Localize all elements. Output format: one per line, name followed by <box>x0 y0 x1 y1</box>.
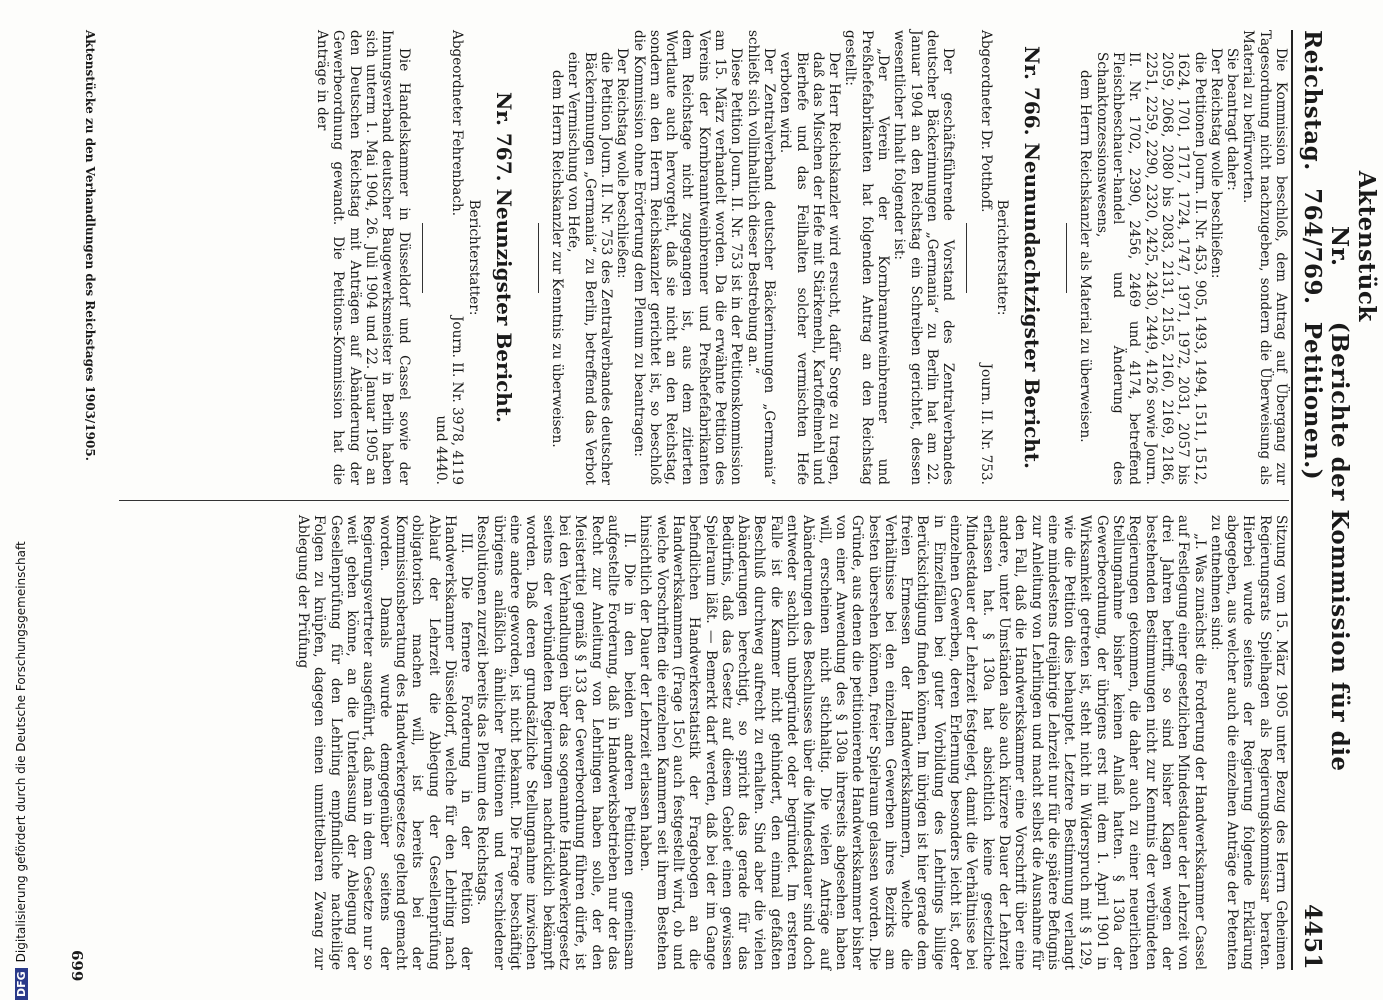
right-column <box>295 515 1289 970</box>
reporter-row <box>433 30 466 485</box>
page-number: 4451 <box>1299 903 1326 970</box>
divider <box>538 223 539 293</box>
reporter-label: Berichterstatter: <box>993 199 1010 316</box>
divider <box>422 223 423 293</box>
dfg-logo: DFG <box>15 968 28 1000</box>
column-divider <box>119 500 1289 501</box>
divider <box>966 223 967 293</box>
divider <box>1066 223 1067 293</box>
intro-paragraph: Die Kommission beschloß, dem Antrag auf Übergang zur Tagesordnung nicht nachzugeben, sondern die Überweisung als Material zu befürworten. <box>1240 30 1289 485</box>
resolution-text: die Petition Journ. II. Nr. 753 des Zentralverbandes deutscher Bäckerinnungen „Germania“ zu Berlin, betreffend das Verbot einer Vermischung von Hefe, <box>565 52 615 485</box>
page-footer: Aktenstücke zu den Verhandlungen des Reichstages 1903/1905. <box>83 30 97 461</box>
reporter-row <box>977 30 993 485</box>
intro-paragraph: Sie beantragt daher: <box>1224 48 1241 191</box>
journal-number: Journ. II. Nr. 753. <box>977 363 994 485</box>
header-right-title: (Berichte der Kommission für die Petitionen.) <box>1299 321 1353 772</box>
resolution-end: dem Herrn Reichskanzler zur Kenntnis zu überweisen. <box>549 70 566 448</box>
reporter-label: Berichterstatter: <box>465 199 482 316</box>
body-paragraph: „Der Verein der Kornbranntweinbrenner und Preßhefefabrikanten hat folgenden Antrag an den Reichstag gestellt: <box>842 30 892 485</box>
body-paragraph: Die Handelskammer in Düsseldorf und Cassel sowie der Innungsverband deutscher Baugewerksmeister in Berlin haben sich unterm 1. Mai 1904, 26. Juli 1904 und 22. Januar 1905 an den Deutschen Reichstag mit Anträgen auf Abänderung der Gewerbeordnung gewandt. Die Petitions-Kommission hat die Anträge in der <box>314 30 412 485</box>
body-paragraph: Der Reichstag wolle beschließen: <box>614 48 631 279</box>
reporter-name: Abgeordneter Fehrenbach. <box>449 30 466 217</box>
bottom-page-number: 669 <box>69 950 87 982</box>
section-title-767: Nr. 767. Neunzigster Bericht. <box>491 91 516 423</box>
reporter-name: Abgeordneter Dr. Potthoff. <box>977 30 994 213</box>
resolution-intro: Der Reichstag wolle beschließen: <box>1207 48 1224 279</box>
header-left: Reichstag. <box>1299 30 1326 171</box>
left-column <box>314 30 1289 485</box>
resolution-end: dem Herrn Reichskanzler als Material zu überweisen. <box>1077 70 1094 443</box>
body-paragraph: „I. Was zunächst die Forderung der Handwerkskammer Cassel auf Festlegung einer gesetzlichen Mindestdauer der Lehrzeit von drei Jahren betrifft, so sind bisher Klagen wegen der bestehenden Bestimmungen nicht zur Kenntnis der verbündeten Regierungen gekommen, die daher auch zu einer neuerlichen Stellungnahme bisher keinen Anlaß hatten. § 130a der Gewerbeordnung, der übrigens erst mit dem 1. April 1901 in Wirksamkeit getreten ist, steht nicht in Widerspruch mit § 129, wie die Petition dies behauptet. Letztere Bestimmung verlangt eine mindestens dreijährige Lehrzeit nur für die spätere Befugnis zur Anleitung von Lehrlingen und macht selbst die Ausnahme für den Fall, daß die Handwerkskammer eine Vorschrift über eine andere, unter Umständen also auch kürzere Dauer der Lehrzeit erlassen hat. § 130a hat absichtlich keine gesetzliche Mindestdauer der Lehrzeit festgelegt, damit die Verhältnisse bei einzelnen Gewerben, deren Erlernung besonders leicht ist, oder in Einzelfällen bei guter Vorbildung des Lehrlings billige Berücksichtigung finden können. Im übrigen ist hier gerade dem freien Ermessen der Handwerkskammern, welche die Verhältnisse bei den einzelnen Gewerben ihres Bezirks am besten übersehen können, freier Spielraum gelassen worden. Die Gründe, aus denen die petitionierende Handwerkskammer bisher von einer Anwendung des § 130a ihrerseits abgesehen haben will, erscheinen nicht stichhaltig. Die vielen Anträge auf Abänderungen des Beschlusses über die Mindestdauer sind doch entweder sachlich unbegründet oder begründet. Im ersteren Falle ist die Kammer nicht gehindert, den einmal gefaßten Beschluß durchweg aufrecht zu erhalten. Sind aber die vielen Abänderungen berechtigt, so spricht das gerade für das Bedürfnis, daß das Gesetz auf diesem Gebiet einen gewissen Spielraum läßt. — Bemerkt darf werden, daß bei der im Gange befindlichen Handwerkerstatistik der Fragebogen an die Handwerkskammern (Frage 15c) auch festgestellt wird, ob und welche Vorschriften die einzelnen Kammern seit ihrem Bestehen hinsichtlich der Dauer der Lehrzeit erlassen haben. <box>637 515 1208 970</box>
resolution-text: die Petitionen Journ. II. Nr. 453, 905, 1493, 1494, 1511, 1512, 1624, 1701, 1717, 1724, 1747, 1971, 1972, 2031, 2057 bis 2059, 2068, 2080 bis 2083, 2131, 2155, 2160, 2169, 2186, 2251, 2259, 2290, 2320, 2425, 2430, 2449, 4126 sowie Journ. II. Nr. 1702, 2390, 2456, 2469 und 4174, betreffend Fleischbeschauer-handel und Änderung des Schanktonzessionswesens, <box>1093 52 1208 485</box>
body-paragraph: Der Zentralverband deutscher Bäckerinnungen „Germania“ schließt sich vollinhaltlich dieser Bestrebung an.“ <box>744 30 777 485</box>
body-paragraph: Der geschäftsführende Vorstand des Zentralverbandes deutscher Bäckerinnungen „Germania“ zu Berlin hat am 22. Januar 1904 an den Reichstag ein Schreiben gerichtet, dessen wesentlicher Inhalt folgender ist: <box>891 30 957 485</box>
journal-number: Journ. II. Nr. 3978, 4119 und 4440. <box>432 315 466 485</box>
body-paragraph: Sitzung vom 15. März 1905 unter Bezug des Herrn Geheimen Regierungsrats Spielhagen als Regierungskommissar beraten. Hierbei wurde seitens der Regierung folgende Erklärung abgegeben, aus welcher auch die einzelnen Anträge der Petenten zu entnehmen sind: <box>1207 515 1289 970</box>
body-paragraph: Diese Petition Journ. II. Nr. 753 ist in der Petitionskommission am 15. März verhandelt worden. Da die erwähnte Petition des Vereins der Kornbranntweinbrenner und Preßhefefabrikanten dem Reichstage nicht zugegangen ist, aus dem zitierten Wortlaute auch hervorgeht, daß sie nicht an den Reichstag, sondern an den Herrn Reichskanzler gerichtet ist, so beschloß die Kommission ohne Erörterung dem Plenum zu beantragen: <box>630 30 745 485</box>
credit-text: Digitalisierung gefördert durch die Deutsche Forschungsgemeinschaft <box>14 541 28 963</box>
body-paragraph: III. Die fernere Forderung in der Petition der Handwerkskammer Düsseldorf, welche für den Lehrling nach Ablauf der Lehrzeit die Ablegung der Gesellenprüfung obligatorisch machen will, ist bereits bei der Kommissionsberatung des Handwerkergesetzes geltend gemacht worden. Damals wurde demgegenüber seitens der Regierungsvertreter ausgeführt, daß man in dem Gesetze nur so weit gehen könne, an die Unterlassung der Ablegung der Gesellenprüfung für den Lehrling empfindliche nachteilige Folgen zu knüpfen, dagegen einen unmittelbaren Zwang zur Ablegung der Prüfung <box>295 515 475 970</box>
header-middle: Aktenstück Nr. 764/769. <box>1299 170 1380 322</box>
body-paragraph: II. Die in den beiden anderen Petitionen gemeinsam aufgestellte Forderung, daß in Handwerksbetrieben nur der das Recht zur Anleitung von Lehrlingen haben solle, der den Meistertitel gemäß § 133 der Gewerbeordnung führen dürfe, ist bei den Verhandlungen über das sogenannte Handwerkergesetz seitens der verbündeten Regierungen nachdrücklich bekämpft worden. Daß deren grundsätzliche Stellungnahme inzwischen eine andere geworden, ist nicht bekannt. Die Frage beschäftigt übrigens anläßlich ähnlicher Petitionen und verschiedener Resolutionen zurzeit bereits das Plenum des Reichstags. <box>474 515 638 970</box>
section-title-766: Nr. 766. Neunundachtzigster Bericht. <box>1020 46 1045 469</box>
body-paragraph: Der Herr Reichskanzler wird ersucht, dafür Sorge zu tragen, daß das Mischen der Hefe mit Stärkemehl, Kartoffelmehl und Bierhefe und das Feilhalten solcher vermischten Hefe verboten wird. <box>777 52 843 485</box>
page-header <box>1291 30 1380 970</box>
